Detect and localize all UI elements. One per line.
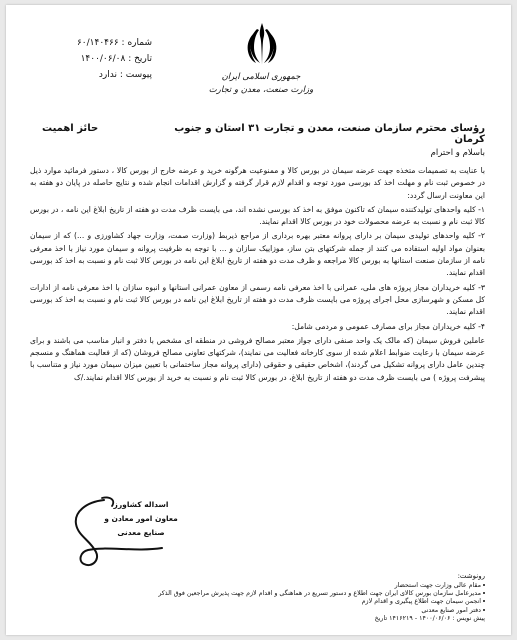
letter-attachment-value: ندارد xyxy=(98,70,117,80)
letter-date-value: ۱۴۰۰/۰۶/۰۸ xyxy=(80,54,126,64)
copy-line xyxy=(75,582,485,590)
bullet-icon xyxy=(483,600,485,602)
letter-date-label: تاریخ : xyxy=(128,54,152,64)
copy-line xyxy=(75,598,485,606)
signer-block xyxy=(96,498,186,540)
signer-name: اسداله کشاورز xyxy=(113,500,169,509)
letter-body xyxy=(30,165,485,386)
letter-date-row xyxy=(34,51,152,67)
greeting-line: باسلام و احترام xyxy=(430,148,485,158)
copy-line-text: مقام عالی وزارت جهت استحضار xyxy=(394,582,481,589)
bullet-icon xyxy=(483,584,485,586)
body-item-4: ۴- کلیه خریداران مجاز برای مصارف عمومی و مردمی شامل: xyxy=(291,321,485,331)
iran-emblem-icon xyxy=(243,21,281,69)
letter-page xyxy=(6,5,511,635)
letter-number-value: ۶۰/۱۴۰۴۶۶ xyxy=(76,38,119,48)
copies-list xyxy=(75,582,485,623)
bullet-icon xyxy=(483,609,485,611)
signer-title: معاون امور معادن و صنایع معدنی xyxy=(104,514,178,537)
copies-heading: رونوشت: xyxy=(457,572,485,580)
copy-line-text: انجمن سیمان جهت اطلاع پیگیری و اقدام لازم xyxy=(361,598,481,606)
letter-number-label: شماره : xyxy=(121,38,152,48)
ministry-name: وزارت صنعت، معدن و تجارت xyxy=(208,85,314,95)
letter-meta xyxy=(34,35,152,83)
priority-label: حائز اهمیت xyxy=(42,123,99,134)
body-item-3: ۳- کلیه خریداران مجاز پروژه های ملی، عمرانی با اخذ معرفی نامه رسمی از معاون عمرانی استانها و انبوه سازان با اخذ معرفی نامه از ادارات کل مسکن و شهرسازی محل اجرای پروژه می بایست ظرف مدت دو هفته از تاریخ ابلاغ این نامه در بورس کالا ثبت نام و نسبت به اخذ کد بورسی اقدام نمایند. xyxy=(30,282,485,317)
body-item-2: ۲- کلیه واحدهای تولیدی سیمان بر دارای پروانه معتبر بهره برداری از مراجع ذیربط (وزارت صمت، وزارت جهاد کشاورزی و ...) که از سیمان بعنوان مواد اولیه استفاده می کنند از جمله شرکتهای بتن ساز، موزاییک سازان و ... با توجه به ظرفیت پروانه و سیمان مورد نیاز با اخذ معرفی نامه از سازمان صنعت استانها به بورس کالا مراجعه و ظرف مدت دو هفته از تاریخ ابلاغ این نامه در بورس کالا ثبت نام و نسبت به اخذ کد بورسی اقدام نمایند. xyxy=(30,231,485,278)
letter-attachment-label: پیوست : xyxy=(119,70,152,80)
government-name: جمهوری اسلامی ایران xyxy=(221,72,301,82)
government-heading xyxy=(196,71,326,97)
letter-attachment-row xyxy=(34,67,152,83)
copy-line-text: دفتر امور صنایع معدنی xyxy=(421,606,481,614)
bullet-icon xyxy=(483,592,485,594)
body-item-4-detail: عاملین فروش سیمان (که مالک یک واحد صنفی دارای جواز معتبر مصالح فروشی در منطقه ای مشخص با دفتر و انبار مناسب می باشند و برای عرضه سیمان با رعایت ضوابط اعلام شده از سوی کارخانه فعالیت می نمایند)، شرکتهای تعاونی مصالح فروشان (که از فعالیت هماهنگ و منسجم چندین عامل دارای پروانه تشکیل می گردند)، اشخاص حقیقی و حقوقی (دارای پروانه مجاز ساختمانی با تعیین میزان سیمان مورد نیاز و متناسب با پیشرفت پروژه ) می بایست ظرف مدت دو هفته از تاریخ ابلاغ، در بورس کالا ثبت نام و نسبت به خرید از بورس کالا اقدام نمایند./ک xyxy=(30,335,485,382)
copy-line xyxy=(75,607,485,615)
letter-number-row xyxy=(34,35,152,51)
draft-footer: پیش نویس : ۱۴۰۰/۰۶/۰۶ - ۱۴۱۶۲۱۹ تاریخ xyxy=(374,614,485,622)
addressee-line: رؤسای محترم سازمان صنعت، معدن و تجارت ۳۱ استان و جنوب کرمان xyxy=(174,123,485,145)
intro-paragraph: با عنایت به تصمیمات متخذه جهت عرضه سیمان در بورس کالا و ممنوعیت هرگونه خرید و عرضه خارج از بورس کالا ، دستور فرمائید موارد ذیل در خصوص ثبت نام و مهلت اخذ کد بورسی مورد توجه و اقدام لازم قرار گرفته و گزارش اقدامات انجام شده و نتایج حاصله در پایان دو هفته به این معاونت ارسال گردد: xyxy=(30,166,485,200)
body-item-1: ۱- کلیه واحدهای تولیدکننده سیمان که تاکنون موفق به اخذ کد بورسی نشده اند، می بایست ظرف مدت دو هفته از تاریخ ابلاغ این نامه ، در بورس کالا ثبت نام و نسبت به عرضه محصولات خود در بورس کالا اقدام نمایند. xyxy=(30,204,485,227)
copy-line-text: مدیرعامل سازمان بورس کالای ایران جهت اطلاع و دستور تسریع در هماهنگی و اقدام لازم جهت پذیرش مراجعین فوق الذکر xyxy=(158,590,481,598)
